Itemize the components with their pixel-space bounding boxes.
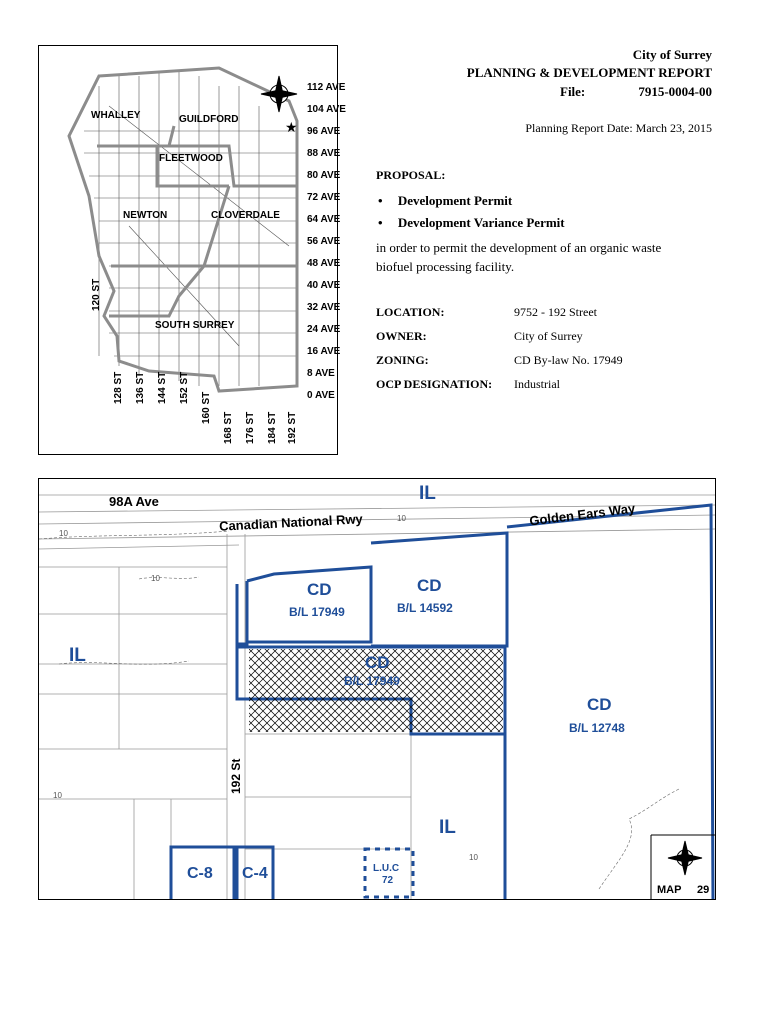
- avenue-label: 16 AVE: [307, 346, 341, 357]
- file-label: File:: [560, 84, 586, 99]
- site-map-graphic: [39, 479, 716, 900]
- zone-label-c4: C-4: [242, 865, 268, 882]
- zone-label-luc-number: 72: [382, 875, 394, 886]
- avenue-label: 24 AVE: [307, 324, 341, 335]
- avenue-label: 96 AVE: [307, 126, 341, 137]
- report-date: Planning Report Date: March 23, 2015: [525, 121, 712, 135]
- street-label: 144 ST: [157, 371, 168, 404]
- zone-bylaw: B/L 17949: [289, 605, 345, 619]
- avenue-label: 72 AVE: [307, 192, 341, 203]
- avenue-label: 40 AVE: [307, 280, 341, 291]
- zone-label-cd: CD: [587, 695, 612, 714]
- proposal-item-label: Development Variance Permit: [397, 215, 565, 230]
- proposal-item: [378, 193, 512, 209]
- street-label: 160 ST: [201, 391, 212, 424]
- map-number: 29: [697, 884, 710, 896]
- report-title: PLANNING & DEVELOPMENT REPORT: [466, 65, 712, 80]
- avenue-label: 8 AVE: [307, 368, 335, 379]
- area-label-guildford: GUILDFORD: [179, 114, 239, 125]
- location-value: 9752 - 192 Street: [514, 305, 597, 319]
- contour-label: 10: [469, 853, 478, 862]
- proposal-description-line: in order to permit the development of an organic waste: [376, 240, 662, 255]
- road-label-192-st: 192 St: [229, 758, 243, 794]
- zone-label-cd: CD: [365, 653, 390, 672]
- street-label: 128 ST: [113, 371, 124, 404]
- zoning-label: ZONING:: [376, 353, 429, 367]
- zone-label-luc: L.U.C: [373, 863, 400, 874]
- owner-value: City of Surrey: [514, 329, 583, 343]
- site-map: [38, 478, 716, 900]
- avenue-label: 112 AVE: [307, 82, 346, 93]
- file-number: 7915-0004-00: [638, 84, 712, 99]
- zone-label-il: IL: [439, 817, 456, 838]
- avenue-label: 88 AVE: [307, 148, 341, 159]
- zone-label-il: IL: [419, 483, 436, 504]
- bullet-icon: •: [378, 193, 383, 208]
- contour-label: 10: [397, 514, 406, 523]
- contour-label: 10: [59, 529, 68, 538]
- avenue-label: 56 AVE: [307, 236, 341, 247]
- road-label-98a-ave: 98A Ave: [109, 494, 159, 509]
- area-label-fleetwood: FLEETWOOD: [159, 153, 223, 164]
- street-label: 168 ST: [223, 411, 234, 444]
- zone-bylaw: B/L 12748: [569, 721, 625, 735]
- city-name: City of Surrey: [632, 47, 712, 62]
- street-label: 120 ST: [91, 278, 102, 311]
- zoning-value: CD By-law No. 17949: [514, 353, 623, 367]
- avenue-label: 0 AVE: [307, 390, 335, 401]
- avenue-label: 80 AVE: [307, 170, 341, 181]
- zone-label-il: IL: [69, 645, 86, 666]
- map-label: MAP: [657, 884, 682, 896]
- zone-label-cd: CD: [307, 580, 332, 599]
- proposal-heading: PROPOSAL:: [376, 168, 446, 182]
- area-label-cloverdale: CLOVERDALE: [211, 210, 280, 221]
- avenue-label: 48 AVE: [307, 258, 341, 269]
- zone-label-c8: C-8: [187, 865, 213, 882]
- location-label: LOCATION:: [376, 305, 445, 319]
- avenue-label: 64 AVE: [307, 214, 341, 225]
- avenue-label: 32 AVE: [307, 302, 341, 313]
- ocp-designation-value: Industrial: [514, 377, 560, 391]
- area-label-south-surrey: SOUTH SURREY: [155, 320, 235, 331]
- proposal-item: [378, 215, 565, 231]
- avenue-label: 104 AVE: [307, 104, 346, 115]
- street-label: 152 ST: [179, 371, 190, 404]
- ocp-designation-label: OCP DESIGNATION:: [376, 377, 493, 391]
- svg-text:★: ★: [285, 121, 298, 136]
- contour-label: 10: [151, 574, 160, 583]
- road-label-railway: Canadian National Rwy: [218, 511, 364, 534]
- street-label: 176 ST: [245, 411, 256, 444]
- street-label: 136 ST: [135, 371, 146, 404]
- area-label-whalley: WHALLEY: [91, 110, 141, 121]
- owner-label: OWNER:: [376, 329, 427, 343]
- key-map: [38, 45, 346, 455]
- road-label-golden-ears-way: Golden Ears Way: [528, 500, 636, 529]
- street-label: 184 ST: [267, 411, 278, 444]
- proposal-description-line: biofuel processing facility.: [376, 259, 515, 274]
- zone-label-cd: CD: [417, 576, 442, 595]
- zone-bylaw: B/L 17949: [344, 674, 400, 688]
- area-label-newton: NEWTON: [123, 210, 168, 221]
- proposal-item-label: Development Permit: [397, 193, 513, 208]
- street-label: 192 ST: [287, 411, 298, 444]
- zone-bylaw: B/L 14592: [397, 601, 453, 615]
- bullet-icon: •: [378, 215, 383, 230]
- contour-label: 10: [53, 791, 62, 800]
